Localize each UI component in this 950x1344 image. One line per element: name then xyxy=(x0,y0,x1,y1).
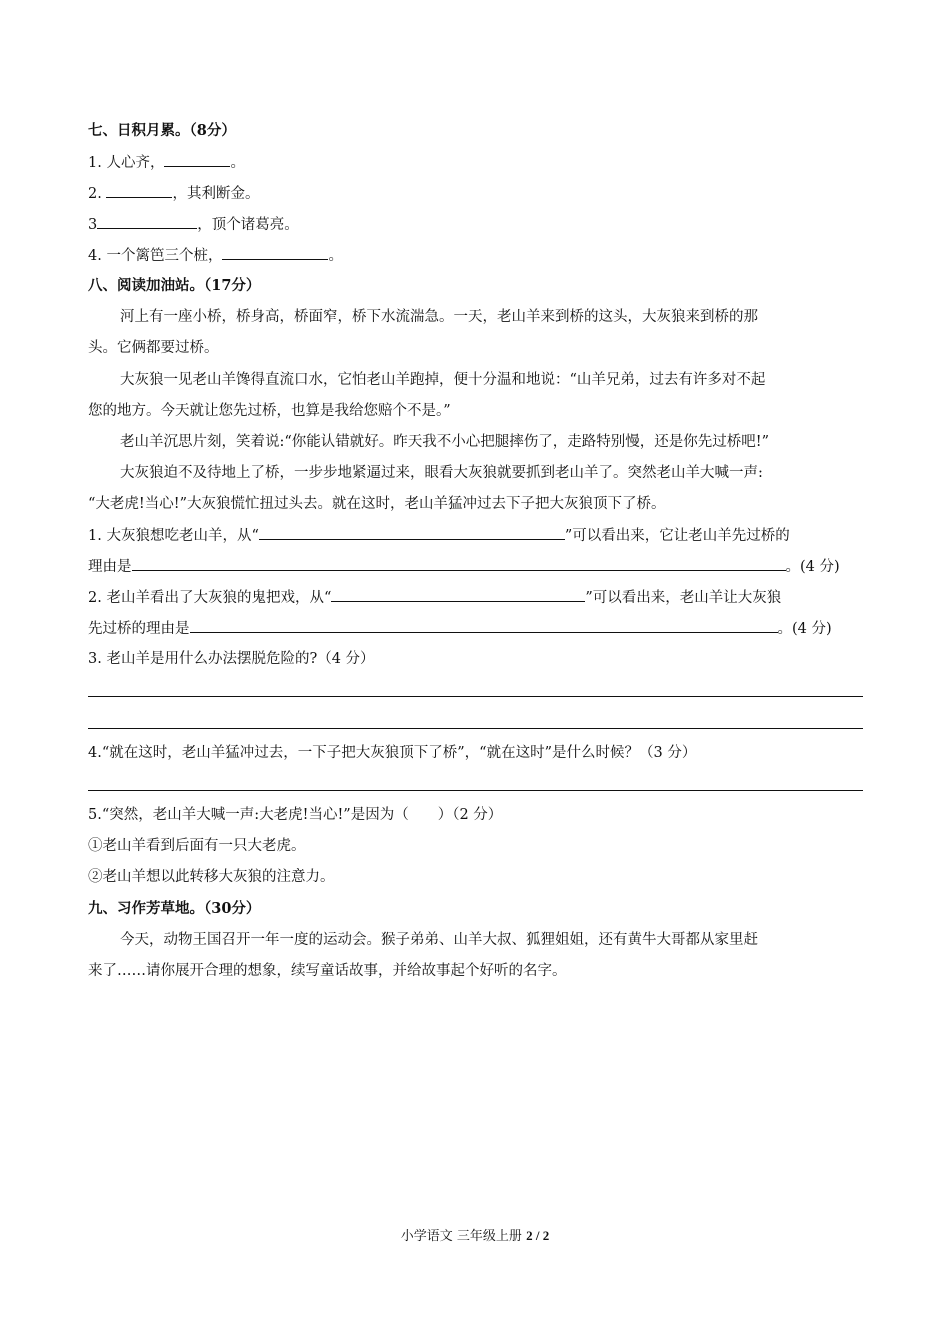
footer-label: 小学语文 三年级上册 xyxy=(400,1229,522,1244)
section7-question-4 xyxy=(88,245,863,266)
section8-question-5: 5.“突然，老山羊大喊一声:大老虎!当心!”是因为（ ）（2 分） xyxy=(88,807,503,823)
q1-text: 1. 大灰狼想吃老山羊，从“ xyxy=(88,528,259,544)
passage-paragraph: 大灰狼一见老山羊馋得直流口水，它怕老山羊跑掉，便十分温和地说：“山羊兄弟，过去有许多对不起 xyxy=(120,372,766,388)
section7-question-2 xyxy=(88,183,863,204)
passage-paragraph-cont: 头。它俩都要过桥。 xyxy=(88,340,219,356)
section7-heading: 七、日积月累。（8分） xyxy=(88,122,236,139)
answer-blank[interactable] xyxy=(106,183,172,198)
section8-question-3: 3. 老山羊是用什么办法摆脱危险的?（4 分） xyxy=(88,651,375,667)
answer-line[interactable] xyxy=(88,728,863,729)
passage-paragraph-cont: 您的地方。今天就让您先过桥，也算是我给您赔个不是。” xyxy=(88,403,451,419)
q1-prefix: 1. 人心齐， xyxy=(88,155,165,171)
answer-blank[interactable] xyxy=(259,525,565,540)
answer-blank[interactable] xyxy=(331,587,585,602)
q4-suffix: 。 xyxy=(328,248,343,264)
q1-text-cont: ”可以看出来，它让老山羊先过桥的 xyxy=(564,528,790,544)
q5-option-1: ①老山羊看到后面有一只大老虎。 xyxy=(88,838,306,854)
writing-prompt-cont: 来了……请你展开合理的想象，续写童话故事，并给故事起个好听的名字。 xyxy=(88,963,567,979)
answer-blank[interactable] xyxy=(190,618,778,633)
section8-question-1 xyxy=(88,525,863,546)
q3-prefix: 3 xyxy=(88,217,98,233)
q2-suffix: ，其利断金。 xyxy=(172,186,260,202)
passage-paragraph: 大灰狼迫不及待地上了桥，一步步地紧逼过来，眼看大灰狼就要抓到老山羊了。突然老山羊大喊一声: xyxy=(120,465,763,481)
section7-question-3 xyxy=(88,214,863,235)
q2-reason-label: 先过桥的理由是 xyxy=(88,621,190,637)
q1-reason-label: 理由是 xyxy=(88,559,132,575)
answer-line[interactable] xyxy=(88,790,863,791)
page-number: 2 / 2 xyxy=(526,1228,550,1243)
q2-prefix: 2. xyxy=(88,186,107,202)
page-footer xyxy=(0,1227,950,1246)
q2-text-cont: ”可以看出来，老山羊让大灰狼 xyxy=(585,590,782,606)
answer-blank[interactable] xyxy=(97,214,197,229)
q1-score: 。(4 分) xyxy=(785,559,840,575)
answer-blank[interactable] xyxy=(222,245,328,260)
section8-heading: 八、阅读加油站。（17分） xyxy=(88,277,261,294)
passage-paragraph: 老山羊沉思片刻，笑着说:“你能认错就好。昨天我不小心把腿摔伤了，走路特别慢，还是你先过桥吧!” xyxy=(120,434,770,450)
q1-suffix: 。 xyxy=(230,155,245,171)
section7-question-1 xyxy=(88,152,863,173)
answer-blank[interactable] xyxy=(132,556,786,571)
passage-paragraph-cont: “大老虎!当心!”大灰狼慌忙扭过头去。就在这时，老山羊猛冲过去下子把大灰狼顶下了桥。 xyxy=(88,496,666,512)
answer-blank[interactable] xyxy=(164,152,230,167)
writing-prompt: 今天，动物王国召开一年一度的运动会。猴子弟弟、山羊大叔、狐狸姐姐，还有黄牛大哥都从家里赶 xyxy=(120,932,758,948)
section9-heading: 九、习作芳草地。（30分） xyxy=(88,900,261,917)
q3-suffix: ，顶个诸葛亮。 xyxy=(197,217,299,233)
q5-option-2: ②老山羊想以此转移大灰狼的注意力。 xyxy=(88,869,335,885)
q2-text: 2. 老山羊看出了大灰狼的鬼把戏，从“ xyxy=(88,590,332,606)
section8-question-1-line2 xyxy=(88,556,863,577)
section8-question-4: 4.“就在这时，老山羊猛冲过去，一下子把大灰狼顶下了桥”，“就在这时”是什么时候？（3 分） xyxy=(88,745,697,761)
section8-question-2-line2 xyxy=(88,618,863,639)
passage-paragraph: 河上有一座小桥，桥身高，桥面窄，桥下水流湍急。一天，老山羊来到桥的这头，大灰狼来到桥的那 xyxy=(120,309,758,325)
section8-question-2 xyxy=(88,587,863,608)
q4-prefix: 4. 一个篱笆三个桩， xyxy=(88,248,223,264)
answer-line[interactable] xyxy=(88,696,863,697)
q2-score: 。(4 分) xyxy=(777,621,832,637)
